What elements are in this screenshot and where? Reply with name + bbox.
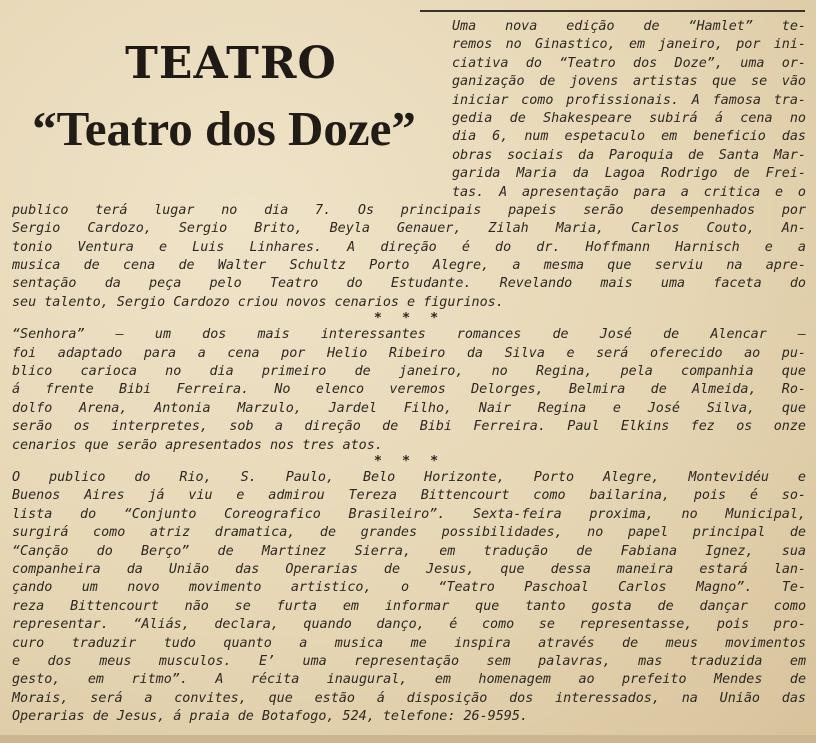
- text-line: Uma nova edição de “Hamlet” te-: [452, 19, 806, 34]
- text-line: surgirá como atriz dramatica, de grandes possibilidades, no papel principal de: [12, 525, 806, 541]
- text-line: Operarias de Jesus, á praia de Botafogo, 524, telefone: 26-9595.: [12, 709, 528, 725]
- text-line: e dos meus musculos. E’ uma representação sem palavras, mas traduzida em: [12, 653, 806, 669]
- section-separator: * * *: [373, 453, 445, 469]
- text-line: serão os interpretes, sob a direção de Bibi Ferreira. Paul Elkins fez os onze: [12, 419, 806, 435]
- text-line: cenarios que serão apresentados nos tres atos.: [12, 437, 383, 453]
- text-line: Morais, será a convites, que estão á disposição dos interessados, na União das: [12, 690, 806, 706]
- article-body: [12, 18, 806, 726]
- text-line: O publico do Rio, S. Paulo, Belo Horizonte, Porto Alegre, Montevidéu e: [12, 469, 806, 485]
- text-line: companheira da União das Operarias de Jesus, que dessa maneira estará lan-: [12, 561, 806, 577]
- text-line: blico carioca no dia primeiro de janeiro, no Regina, pela companhia que: [12, 364, 806, 380]
- text-line: lista do “Conjunto Coreografico Brasileiro”. Sexta-feira proxima, no Municipal,: [12, 506, 806, 522]
- text-line: seu talento, Sergio Cardozo criou novos cenarios e figurinos.: [12, 294, 504, 310]
- text-line: “Senhora” — um dos mais interessantes romances de José de Alencar —: [12, 327, 806, 343]
- text-line: curo traduzir tudo quanto a musica me inspira através de meus movimentos: [12, 635, 806, 651]
- text-line: ciativa do “Teatro dos Doze”, uma or-: [452, 55, 806, 71]
- section-separator: * * *: [373, 311, 445, 327]
- article-title: “Teatro dos Doze”: [32, 101, 416, 156]
- text-line: representar. “Aliás, declara, quando danço, é como se representasse, pois pro-: [12, 617, 806, 633]
- text-line: tonio Ventura e Luis Linhares. A direção é do dr. Hoffmann Harnisch e a: [12, 239, 806, 255]
- text-line: dolfo Arena, Antonia Marzulo, Jardel Filho, Nair Regina e José Silva, que: [12, 400, 806, 416]
- top-rule: [420, 10, 805, 12]
- text-line: obras sociais da Paroquia de Santa Mar-: [452, 147, 806, 163]
- text-line: musica de cena de Walter Schultz Porto Alegre, a mesma que serviu na apre-: [12, 258, 806, 274]
- text-line: Buenos Aires já viu e admirou Tereza Bittencourt como bailarina, pois é so-: [12, 488, 806, 504]
- text-line: gesto, em ritmo”. A récita inaugural, em homenagem ao prefeito Mendes de: [12, 672, 806, 688]
- text-line: tas. A apresentação para a critica e o: [452, 184, 806, 200]
- paper-edge: [0, 735, 816, 743]
- text-line: gedia de Shakespeare subirá á cena no: [452, 110, 806, 126]
- text-line: iniciar como profissionais. A famosa tra-: [452, 92, 806, 108]
- text-line: reza Bittencourt não se furta em informar que tanto gosta de dançar como: [12, 598, 806, 614]
- text-line: ganização de jovens artistas que se vão: [452, 74, 806, 90]
- text-line: foi adaptado para a cena por Helio Ribeiro da Silva e será oferecido ao pu-: [12, 345, 806, 361]
- text-line: dia 6, num espetaculo em beneficio das: [452, 129, 806, 145]
- section-heading: TEATRO: [125, 38, 337, 89]
- text-line: publico terá lugar no dia 7. Os principais papeis serão desempenhados por: [12, 202, 806, 218]
- text-line: Sergio Cardozo, Sergio Brito, Beyla Genauer, Zilah Maria, Carlos Couto, An-: [12, 221, 806, 237]
- text-line: “Canção do Berço” de Martinez Sierra, em tradução de Fabiana Ignez, sua: [12, 543, 806, 559]
- text-line: çando um novo movimento artistico, o “Teatro Paschoal Carlos Magno”. Te-: [12, 580, 806, 596]
- text-line: sentação da peça pelo Teatro do Estudante. Revelando mais uma faceta do: [12, 276, 806, 292]
- text-line: á frente Bibi Ferreira. No elenco veremos Delorges, Belmira de Almeida, Ro-: [12, 382, 806, 398]
- text-line: remos no Ginastico, em janeiro, por ini-: [452, 37, 806, 53]
- text-line: garida Maria da Lagoa Rodrigo de Frei-: [452, 166, 806, 182]
